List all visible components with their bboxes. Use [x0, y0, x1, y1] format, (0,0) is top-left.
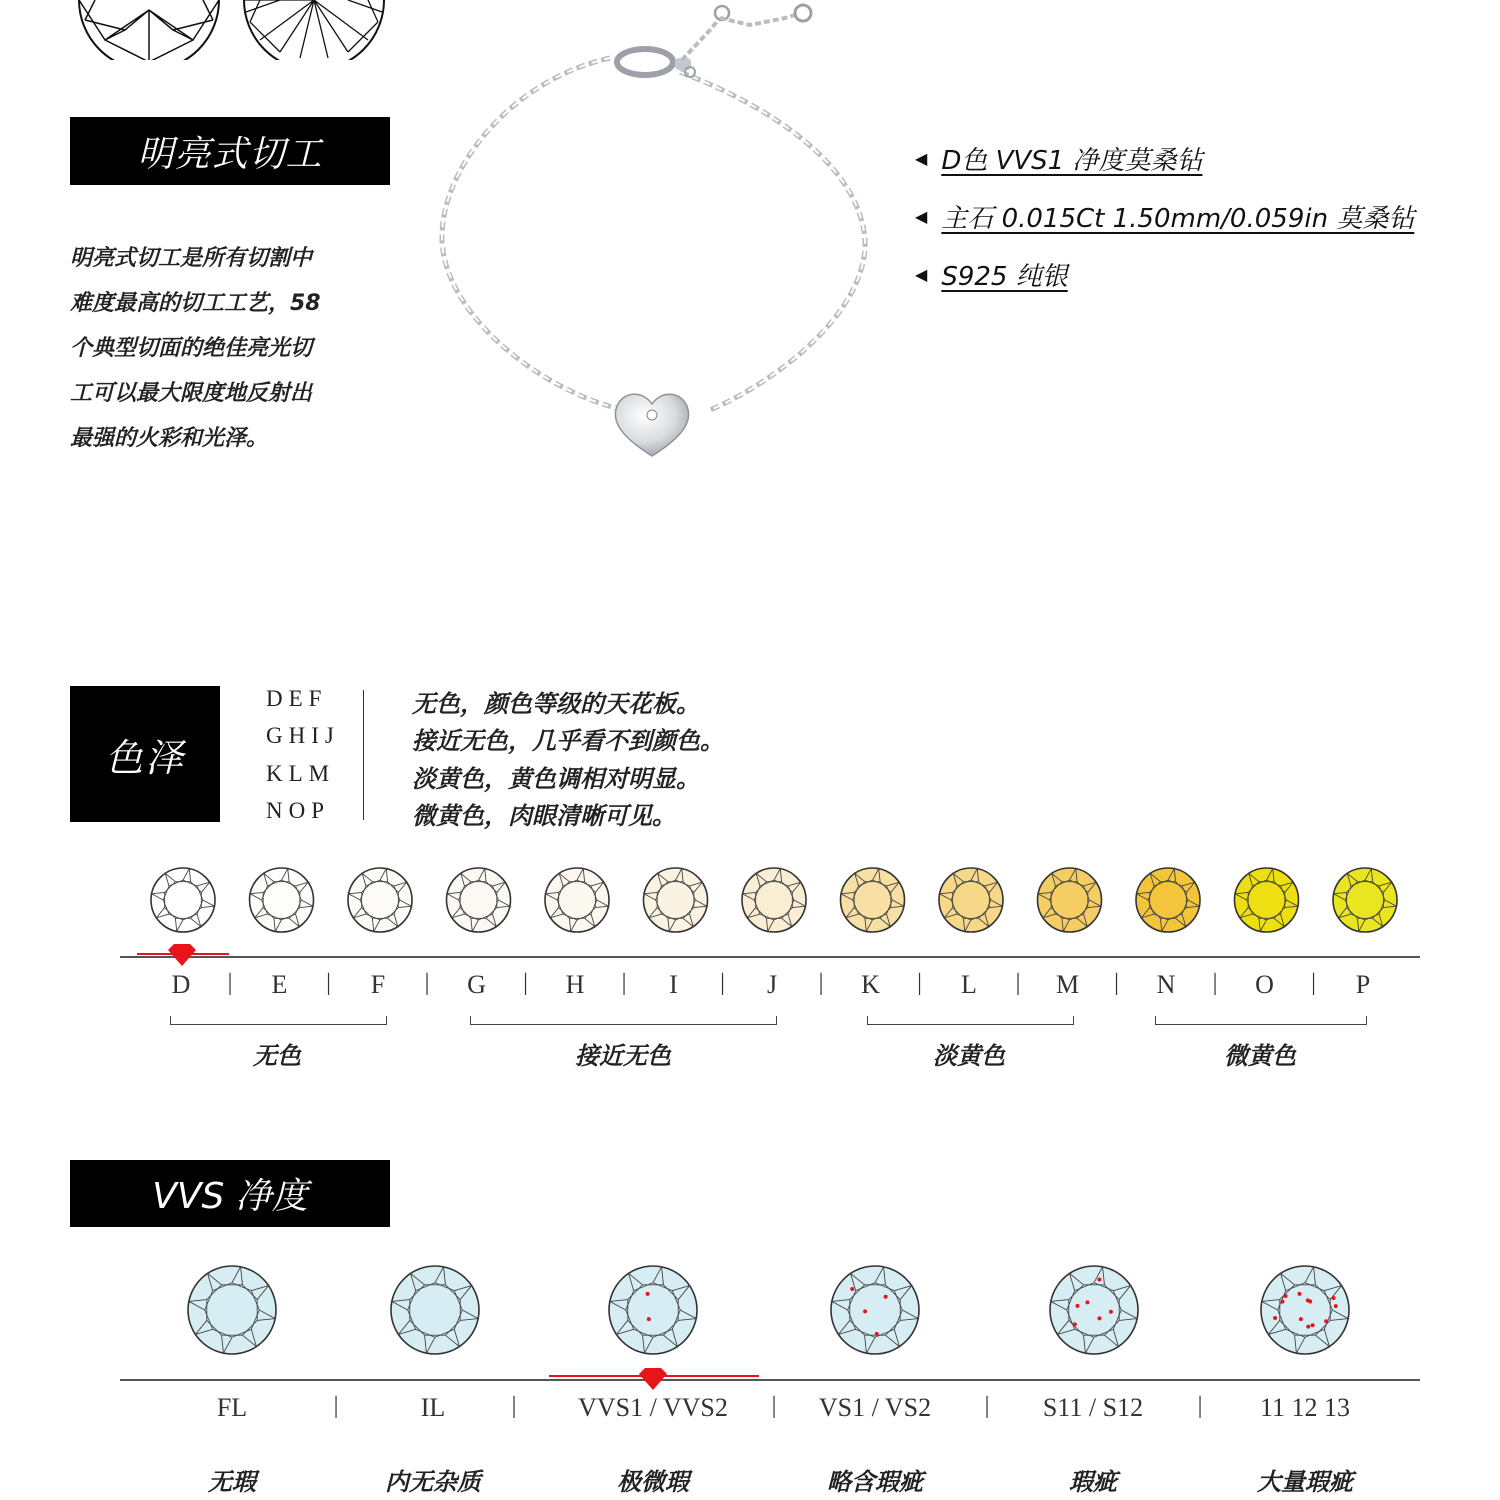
selected-marker-icon: [637, 1368, 669, 1390]
feature-item: [915, 140, 1202, 177]
color-gem-o: [1235, 868, 1299, 932]
color-gem-scale: [0, 860, 1500, 940]
cut-heading-text: 明亮式切工: [137, 133, 323, 175]
grade-separator: |: [1212, 970, 1218, 996]
clarity-label: 大量瑕疵: [1257, 1468, 1353, 1496]
color-group-label: 微黄色: [1224, 1042, 1296, 1070]
color-grade-letter: P: [1355, 970, 1371, 999]
grade-separator: |: [227, 970, 233, 996]
color-grade-letter: J: [766, 970, 778, 999]
clarity-gem-4: [831, 1266, 919, 1354]
bracelet-product-image: [420, 0, 880, 470]
color-grade-row: KLM: [266, 761, 336, 786]
clarity-label: 极微瑕: [617, 1468, 689, 1496]
grade-separator: |: [1114, 970, 1119, 996]
group-bracket: [170, 1016, 387, 1025]
diamond-facet-diagram-right: [240, 0, 390, 60]
inclusion-mark: [1311, 1323, 1315, 1327]
color-grade-desc: 微黄色，肉眼清晰可见。: [412, 802, 676, 830]
grade-separator: |: [1311, 970, 1316, 996]
color-scale-line: [120, 956, 1420, 958]
cut-description-line: 明亮式切工是所有切割中: [70, 246, 313, 271]
cut-description: [70, 236, 390, 461]
color-gem-p: [1333, 868, 1397, 932]
color-grade-letter: N: [1156, 970, 1176, 999]
grade-separator: |: [771, 1393, 777, 1419]
clarity-gem-1: [188, 1266, 276, 1354]
color-heading-text: 色泽: [104, 735, 185, 780]
inclusion-mark: [1075, 1304, 1079, 1308]
color-gem-l: [939, 868, 1003, 932]
inclusion-mark: [884, 1295, 888, 1299]
inclusion-mark: [1299, 1317, 1303, 1321]
color-grade-letter: F: [370, 970, 386, 999]
grade-separator: |: [1197, 1393, 1203, 1419]
color-gem-n: [1136, 868, 1200, 932]
color-gem-f: [348, 868, 412, 932]
clarity-grade: S11 / S12: [1042, 1393, 1144, 1422]
cut-heading: [70, 117, 390, 185]
color-group-label: 接近无色: [575, 1042, 671, 1070]
pointer-left-icon: ◀: [915, 149, 928, 168]
inclusion-mark: [1097, 1316, 1101, 1320]
inclusion-mark: [850, 1287, 854, 1291]
color-group-label: 淡黄色: [933, 1042, 1005, 1070]
selected-marker-icon: [166, 944, 198, 966]
clarity-gem-6: [1261, 1266, 1349, 1354]
color-gem-e: [250, 868, 314, 932]
grade-divider: [363, 690, 364, 820]
inclusion-mark: [1273, 1316, 1277, 1320]
grade-separator: |: [523, 970, 528, 996]
inclusion-mark: [1085, 1300, 1089, 1304]
feature-text: 主石 0.015Ct 1.50mm/0.059in 莫桑钻: [941, 204, 1415, 234]
inclusion-mark: [1308, 1300, 1312, 1304]
inclusion-mark: [1334, 1304, 1338, 1308]
color-heading: [70, 686, 220, 822]
color-gem-j: [742, 868, 806, 932]
inclusion-mark: [1298, 1292, 1302, 1296]
color-grade-letter: I: [669, 970, 678, 999]
cut-description-line: 工可以最大限度地反射出: [70, 381, 313, 406]
grade-separator: |: [917, 970, 922, 996]
color-gem-d: [151, 868, 215, 932]
inclusion-mark: [1097, 1277, 1101, 1281]
clarity-gem-5: [1050, 1266, 1138, 1354]
color-gem-m: [1038, 868, 1102, 932]
clarity-label: 略含瑕疵: [827, 1468, 923, 1496]
clarity-label: 瑕疵: [1069, 1468, 1117, 1496]
color-grade-letter: E: [271, 970, 288, 999]
color-grade-desc: 淡黄色，黄色调相对明显。: [412, 765, 700, 793]
clarity-gem-scale: [0, 1260, 1500, 1360]
inclusion-mark: [863, 1309, 867, 1313]
inclusion-mark: [875, 1332, 879, 1336]
color-grade-row: DEF: [266, 686, 328, 711]
inclusion-mark: [1324, 1319, 1328, 1323]
pointer-left-icon: ◀: [915, 265, 928, 284]
feature-item: [915, 256, 1068, 293]
feature-text: S925 纯银: [941, 262, 1068, 292]
clarity-scale-line: [120, 1379, 1420, 1381]
color-gem-h: [545, 868, 609, 932]
grade-separator: |: [621, 970, 627, 996]
cut-description-line: 难度最高的切工工艺，58: [70, 291, 321, 316]
clarity-label: 无瑕: [208, 1468, 256, 1496]
group-bracket: [1155, 1016, 1367, 1025]
clarity-label: 内无杂质: [385, 1468, 481, 1496]
clarity-heading-text: VVS 净度: [152, 1176, 308, 1217]
grade-separator: |: [1015, 970, 1021, 996]
color-gem-g: [447, 868, 511, 932]
color-gem-k: [841, 868, 905, 932]
cut-description-line: 最强的火彩和光泽。: [70, 426, 269, 451]
inclusion-mark: [647, 1317, 651, 1321]
inclusion-mark: [1073, 1322, 1077, 1326]
clarity-grade: 11 12 13: [1259, 1393, 1351, 1422]
inclusion-mark: [1109, 1310, 1113, 1314]
color-grade-desc: 无色，颜色等级的天花板。: [412, 690, 700, 718]
group-bracket: [470, 1016, 777, 1025]
feature-text: D色 VVS1 净度莫桑钻: [941, 146, 1203, 176]
inclusion-mark: [1332, 1296, 1336, 1300]
cut-description-line: 个典型切面的绝佳亮光切: [70, 336, 313, 361]
color-grade-letter: H: [565, 970, 585, 999]
color-grade-letter: G: [467, 970, 486, 999]
color-grade-letter: O: [1255, 970, 1274, 999]
feature-item: [915, 198, 1414, 235]
clarity-grade: FL: [216, 1393, 248, 1422]
pointer-left-icon: ◀: [915, 207, 928, 226]
grade-separator: |: [333, 1393, 339, 1419]
clarity-grade: IL: [420, 1393, 446, 1422]
inclusion-mark: [646, 1292, 650, 1296]
grade-separator: |: [818, 970, 824, 996]
grade-separator: |: [720, 970, 725, 996]
clarity-grade: VS1 / VS2: [818, 1393, 932, 1422]
color-group-label: 无色: [253, 1042, 301, 1070]
color-grade-letter: D: [171, 970, 191, 999]
inclusion-mark: [1306, 1325, 1310, 1329]
clarity-grade: VVS1 / VVS2: [578, 1393, 728, 1422]
inclusion-mark: [1284, 1294, 1288, 1298]
grade-separator: |: [326, 970, 331, 996]
color-grade-letter: L: [961, 970, 977, 999]
color-grade-letter: M: [1055, 970, 1080, 999]
color-grade-row: NOP: [266, 798, 331, 823]
color-grade-row: GHIJ: [266, 723, 340, 748]
color-grade-desc: 接近无色，几乎看不到颜色。: [412, 727, 724, 755]
grade-separator: |: [424, 970, 430, 996]
clarity-gem-3: [609, 1266, 697, 1354]
clarity-heading: [70, 1160, 390, 1227]
diamond-cut-diagram-left: [75, 0, 225, 60]
color-grade-letter: K: [861, 970, 880, 999]
group-bracket: [867, 1016, 1074, 1025]
clarity-gem-2: [391, 1266, 479, 1354]
inclusion-mark: [1280, 1300, 1284, 1304]
color-gem-i: [644, 868, 708, 932]
grade-separator: |: [984, 1393, 990, 1419]
grade-separator: |: [511, 1393, 517, 1419]
